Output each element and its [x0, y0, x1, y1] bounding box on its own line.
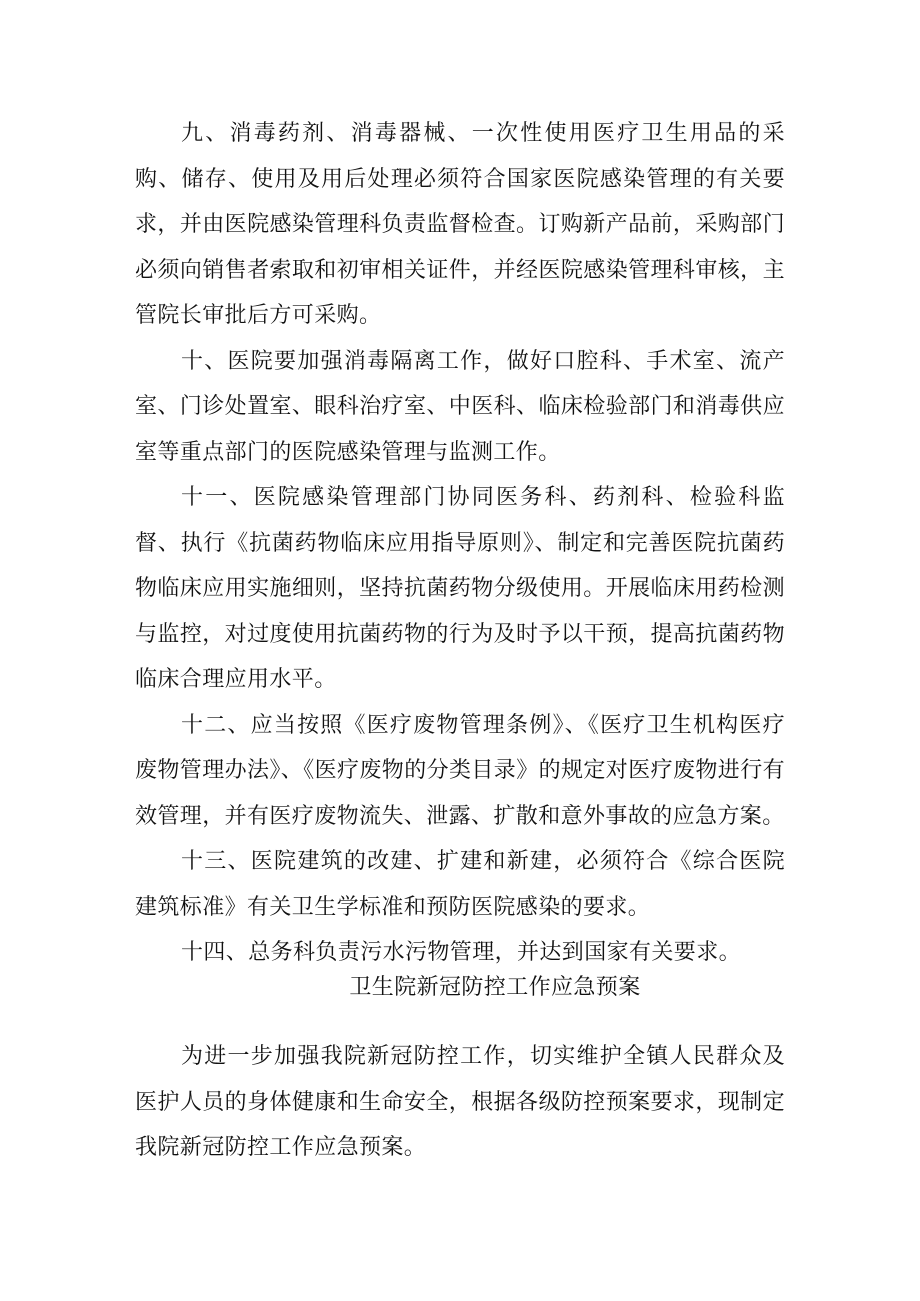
intro-paragraph: 为进一步加强我院新冠防控工作，切实维护全镇人民群众及医护人员的身体健康和生命安全，根据各级防控预案要求，现制定我院新冠防控工作应急预案。 [135, 1044, 785, 1160]
clause-11: 十一、医院感染管理部门协同医务科、药剂科、检验科监督、执行《抗菌药物临床应用指导原则》、制定和完善医院抗菌药物临床应用实施细则，坚持抗菌药物分级使用。开展临床用药检测与监控，对过度使用抗菌药物的行为及时予以干预，提高抗菌药物临床合理应用水平。 [135, 485, 785, 692]
clause-10: 十、医院要加强消毒隔离工作，做好口腔科、手术室、流产室、门诊处置室、眼科治疗室、中医科、临床检验部门和消毒供应室等重点部门的医院感染管理与监测工作。 [135, 348, 785, 465]
section-title: 卫生院新冠防控工作应急预案 [349, 975, 641, 1000]
clause-13: 十三、医院建筑的改建、扩建和新建，必须符合《综合医院建筑标准》有关卫生学标准和预防医院感染的要求。 [135, 849, 785, 920]
clause-12: 十二、应当按照《医疗废物管理条例》、《医疗卫生机构医疗废物管理办法》、《医疗废物的分类目录》的规定对医疗废物进行有效管理，并有医疗废物流失、泄露、扩散和意外事故的应急方案。 [135, 712, 786, 829]
regulation-clauses [135, 111, 785, 976]
plan-intro [135, 1034, 785, 1171]
clause-9: 九、消毒药剂、消毒器械、一次性使用医疗卫生用品的采购、储存、使用及用后处理必须符合国家医院感染管理的有关要求，并由医院感染管理科负责监督检查。订购新产品前，采购部门必须向销售者索取和初审相关证件，并经医院感染管理科审核，主管院长审批后方可采购。 [135, 121, 785, 328]
clause-14: 十四、总务科负责污水污物管理，并达到国家有关要求。 [181, 940, 742, 965]
